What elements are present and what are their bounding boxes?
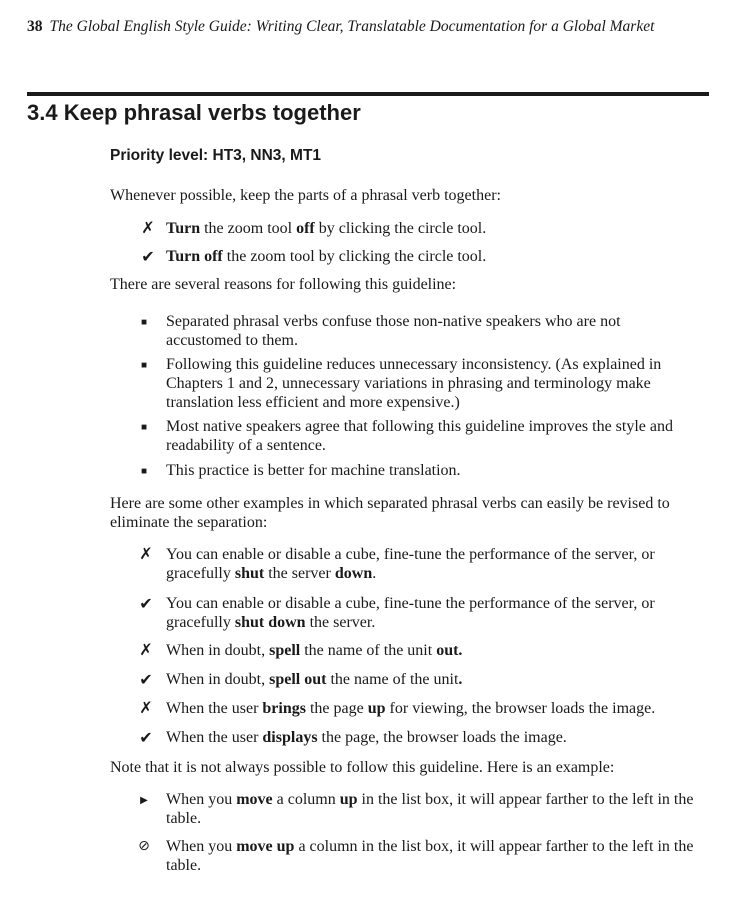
text: When the user [166,700,263,717]
square-bullet-icon: ■ [140,317,148,328]
checkmark-icon: ✔ [141,247,155,266]
text: the zoom tool [200,220,297,237]
reasons-intro: There are several reasons for following this guideline: [110,276,457,293]
good-example [166,728,696,747]
verb: spell [269,642,301,659]
period: . [458,671,463,688]
text: You can enable or disable a cube, fine-tune the performance of the server, or gracefully [166,546,655,582]
reason-item: Separated phrasal verbs confuse those non-native speakers who are not accustomed to them. [166,313,621,349]
other-examples-intro: Here are some other examples in which separated phrasal verbs can easily be revised to eliminate the separation: [110,495,670,531]
verb: spell out [269,671,327,688]
reason-item: Following this guideline reduces unnecessary inconsistency. (As explained in Chapters 1 and 2, unnecessary variations in phrasing and terminology make translation less efficient and more expensive.) [166,356,662,411]
text: the page [305,700,368,717]
square-bullet-icon: ■ [140,360,148,371]
good-example [166,247,696,266]
section-rule [27,92,709,96]
verb: shut down [234,614,306,631]
particle: up [367,700,386,717]
reason-item: Most native speakers agree that following this guideline improves the style and readability of a sentence. [166,418,673,454]
book-title: The Global English Style Guide: Writing Clear, Translatable Documentation for a Global Market [49,18,655,35]
checkmark-icon: ✔ [139,594,153,613]
text: the name of the unit [326,671,459,688]
particle: down [334,565,373,582]
text: a column in the list box, it will appear farther to the left in the table. [166,838,694,874]
text: You can enable or disable a cube, fine-tune the performance of the server, or gracefully [166,595,655,631]
particle: off [296,220,315,237]
checkmark-icon: ✔ [139,728,153,747]
prohibited-icon: ⊘ [138,838,150,854]
bad-example [166,641,696,660]
text: by clicking the circle tool. [314,220,487,237]
checkmark-icon: ✔ [139,670,153,689]
x-icon: ✗ [139,642,153,659]
good-example [166,670,696,689]
running-head [27,17,717,37]
verb: brings [262,700,306,717]
x-icon: ✗ [141,220,155,237]
x-icon: ✗ [139,546,153,563]
bad-example [166,545,696,583]
page-number: 38 [27,18,43,35]
text: the zoom tool by clicking the circle tool. [222,248,487,265]
acceptable-example [166,790,696,828]
not-recommended-example [166,837,696,875]
note-paragraph: Note that it is not always possible to follow this guideline. Here is an example: [110,759,615,776]
text: When the user [166,729,263,746]
text: the server. [305,614,376,631]
text: . [372,565,377,582]
section-title: 3.4 Keep phrasal verbs together [27,100,361,125]
text: When you [166,791,237,808]
text: the name of the unit [300,642,437,659]
verb: move [236,791,273,808]
text: When you [166,838,237,855]
x-icon: ✗ [139,700,153,717]
particle: out. [436,642,463,659]
text: the server [264,565,335,582]
particle: up [339,791,358,808]
text: for viewing, the browser loads the image. [385,700,656,717]
verb: move up [236,838,295,855]
text: When in doubt, [166,642,270,659]
verb: Turn [166,220,201,237]
text: the page, the browser loads the image. [317,729,567,746]
square-bullet-icon: ■ [140,466,148,477]
priority-level: Priority level: HT3, NN3, MT1 [110,147,322,164]
text: in the list box, it will appear farther to the left in the table. [166,791,694,827]
verb: displays [262,729,318,746]
verb: Turn off [166,248,223,265]
reason-item: This practice is better for machine translation. [166,462,461,479]
verb: shut [234,565,265,582]
triangle-bullet-icon: ▶ [140,795,148,806]
square-bullet-icon: ■ [140,422,148,433]
good-example [166,594,696,632]
intro-paragraph: Whenever possible, keep the parts of a phrasal verb together: [110,187,501,204]
text: a column [272,791,340,808]
text: When in doubt, [166,671,270,688]
bad-example [166,699,696,718]
bad-example [166,219,696,238]
